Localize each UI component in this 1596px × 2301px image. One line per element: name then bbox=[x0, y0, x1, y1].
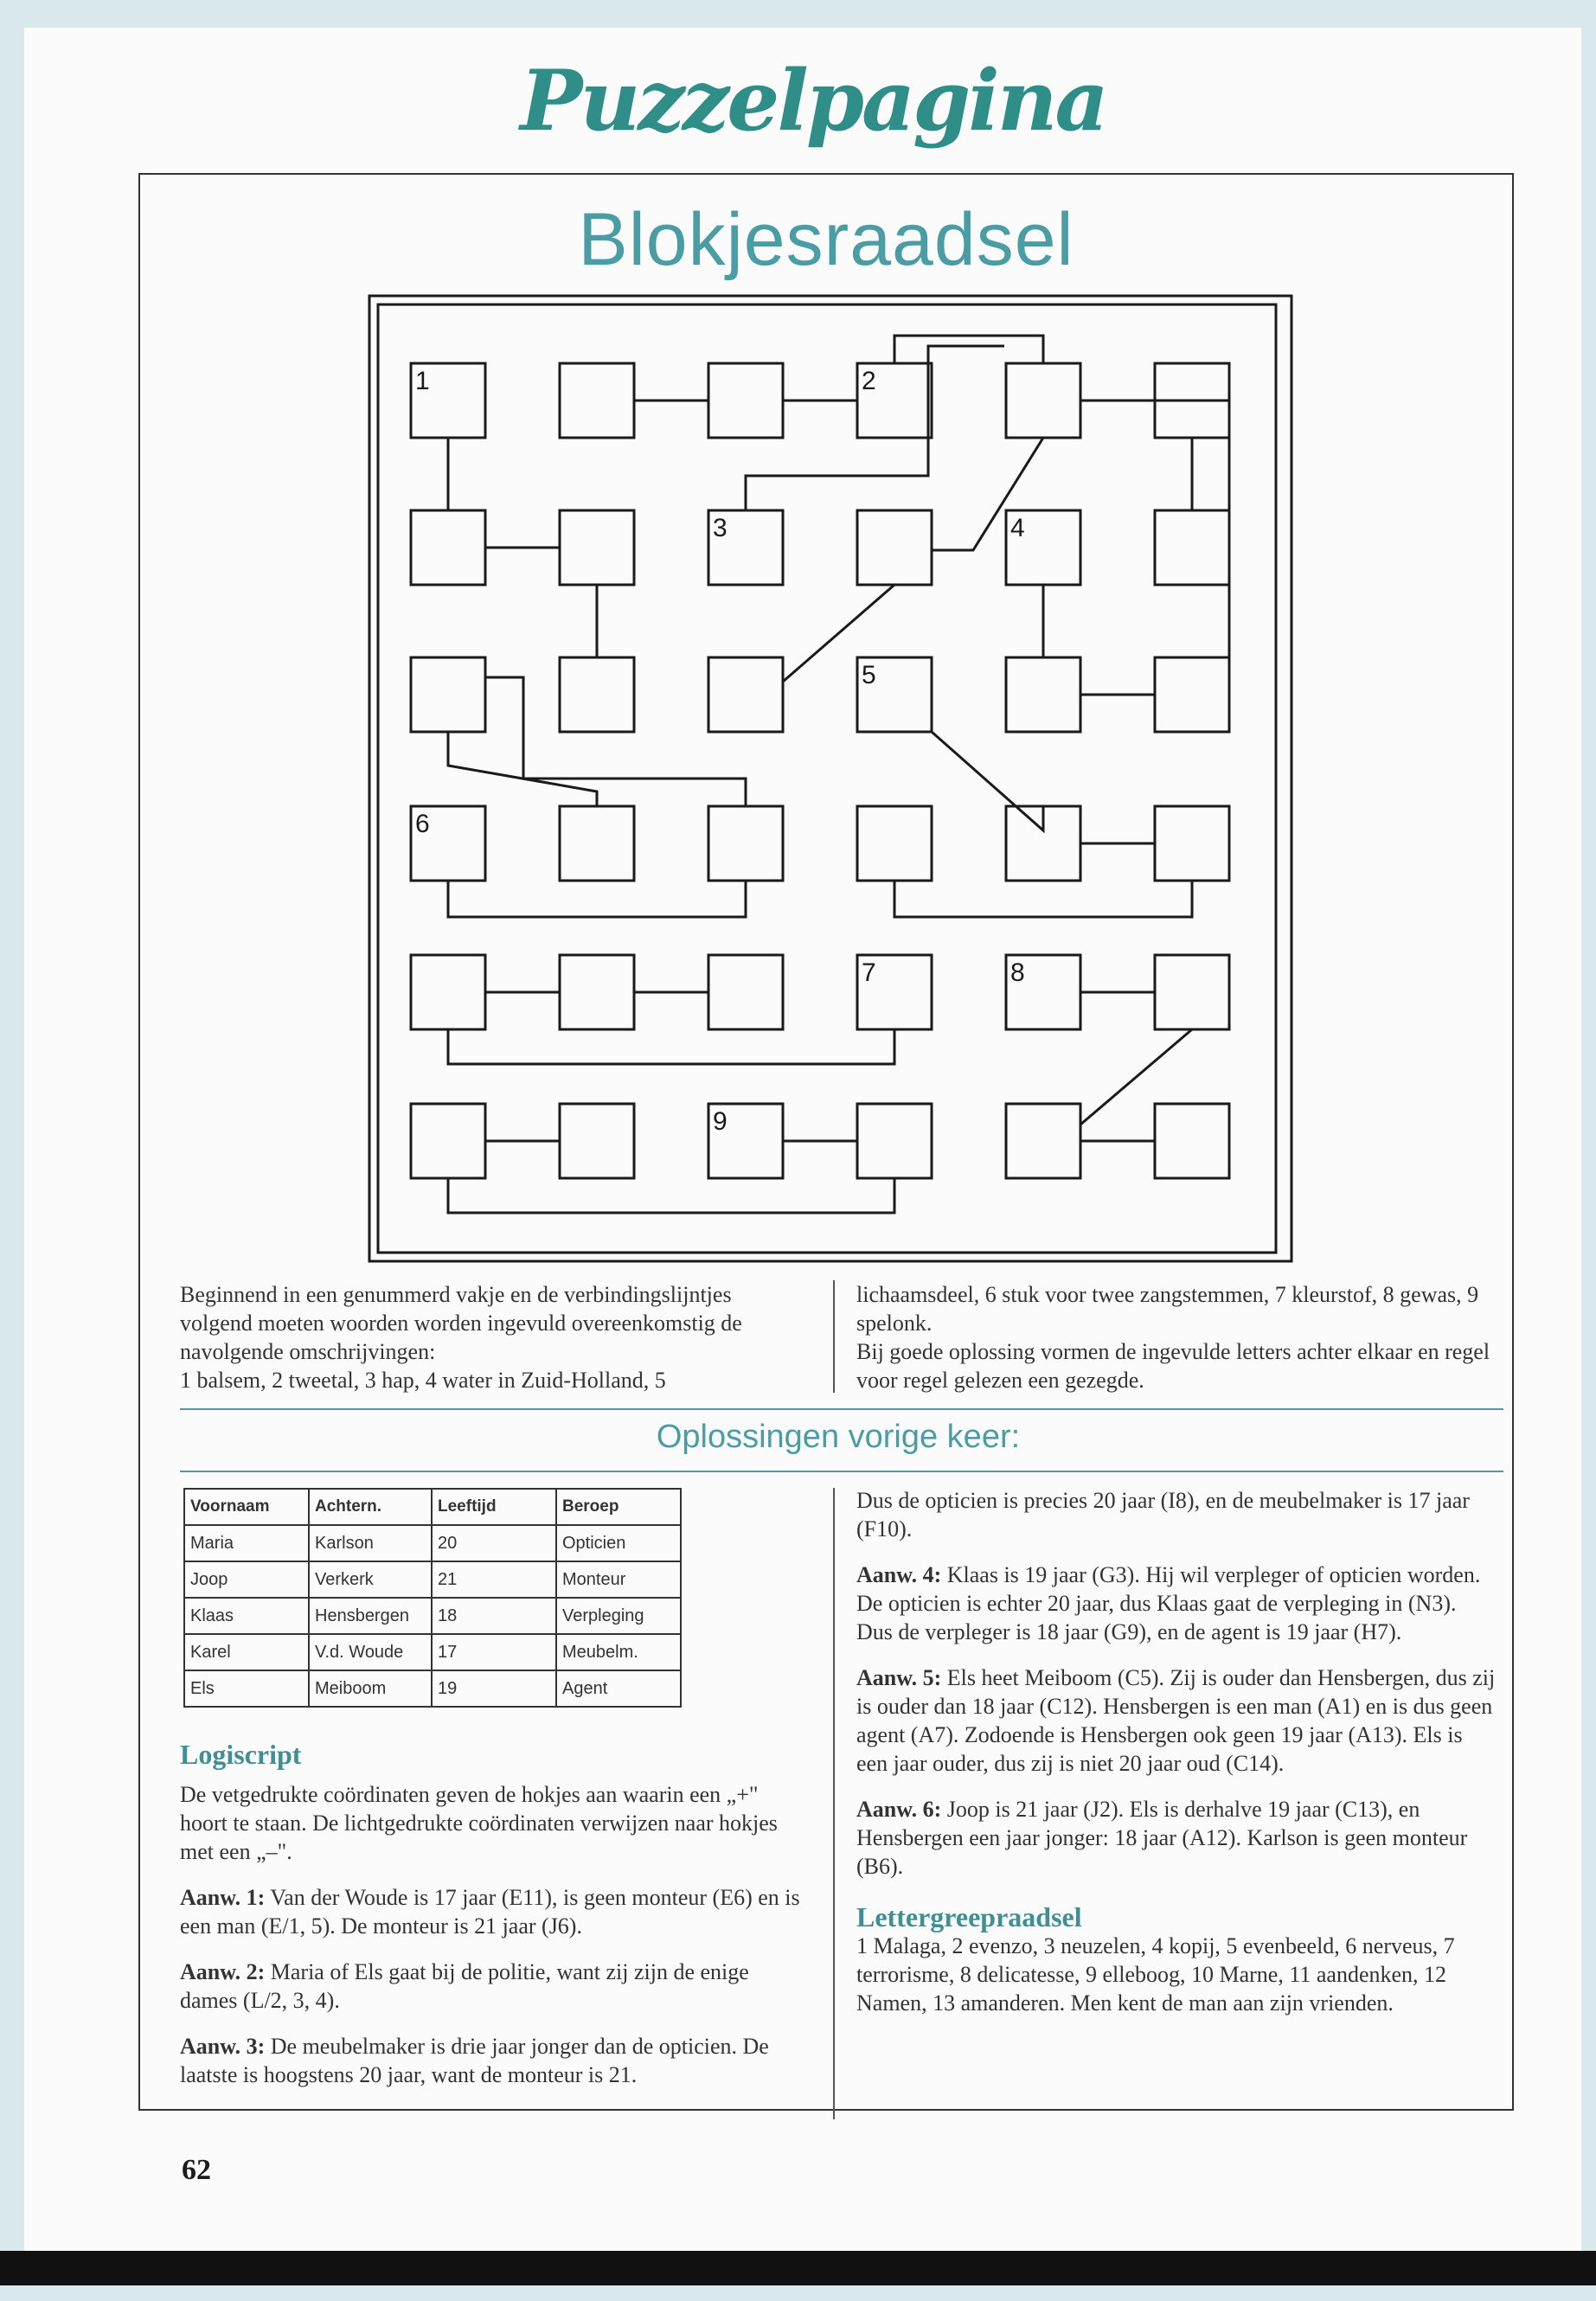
box bbox=[411, 657, 485, 732]
table-cell: Hensbergen bbox=[309, 1598, 432, 1634]
masthead: Puzzelpagina bbox=[484, 52, 1142, 150]
box bbox=[560, 1104, 634, 1178]
clues-end: lichaamsdeel, 6 stuk voor twee zangstemmen, 7 kleurstof, 8 gewas, 9 spelonk. bbox=[856, 1282, 1479, 1336]
hint-text: Van der Woude is 17 jaar (E11), is geen monteur (E6) en is een man (E/1, 5). De monteur is 21 jaar (J6). bbox=[180, 1885, 800, 1939]
box bbox=[411, 955, 485, 1029]
table-header-row bbox=[184, 1489, 681, 1525]
box bbox=[708, 955, 783, 1029]
logiscript-right bbox=[856, 1486, 1497, 2017]
table-row bbox=[184, 1670, 681, 1707]
table-row bbox=[184, 1634, 681, 1670]
column-header: Achtern. bbox=[309, 1489, 432, 1525]
box bbox=[1155, 806, 1229, 881]
box bbox=[560, 363, 634, 438]
connector bbox=[894, 881, 1192, 917]
hint-text: Klaas is 19 jaar (G3). Hij wil verpleger of opticien worden. De opticien is echter 20 jaar, dus Klaas gaat de verpleging in (N3). Dus de verpleger is 18 jaar (G9), en de agent is 19 jaar (H7). bbox=[856, 1562, 1481, 1644]
box bbox=[708, 806, 783, 881]
instructions: Beginnend in een genummerd vakje en de verbindingslijntjes volgend moeten woorden worden ingevuld overeenkomstig de navolgende omschrijvingen: bbox=[180, 1282, 742, 1364]
connector bbox=[894, 336, 1043, 363]
hint-4 bbox=[856, 1561, 1497, 1646]
box bbox=[411, 510, 485, 585]
table-cell: Joop bbox=[184, 1561, 309, 1598]
table-cell: Verkerk bbox=[309, 1561, 432, 1598]
lettergreep-text: 1 Malaga, 2 evenzo, 3 neuzelen, 4 kopij, 5 evenbeeld, 6 nerveus, 7 terrorisme, 8 delicatesse, 9 elleboog, 10 Marne, 11 aandenken, 12 Namen, 13 amanderen. Men kent de man aan zijn vrienden. bbox=[856, 1933, 1455, 2016]
box bbox=[1155, 510, 1229, 585]
column-divider bbox=[833, 1488, 835, 2119]
logiscript-intro: De vetgedrukte coördinaten geven de hokjes aan waarin een „+" hoort te staan. De lichtgedrukte coördinaten verwijzen naar hokjes met een „–". bbox=[180, 1782, 778, 1864]
box bbox=[1155, 657, 1229, 732]
puzzle-title: Blokjesraadsel bbox=[578, 198, 1074, 281]
column-header: Voornaam bbox=[184, 1489, 309, 1525]
box bbox=[857, 510, 932, 585]
box bbox=[411, 1104, 485, 1178]
table-cell: 17 bbox=[432, 1634, 556, 1670]
box-number: 2 bbox=[862, 367, 876, 395]
table-cell: 21 bbox=[432, 1561, 556, 1598]
logiscript-title: Logiscript bbox=[180, 1739, 302, 1770]
connector bbox=[448, 1178, 894, 1213]
box bbox=[1006, 363, 1080, 438]
hint-label: Aanw. 4: bbox=[856, 1562, 942, 1587]
table-cell: 19 bbox=[432, 1670, 556, 1707]
hint-label: Aanw. 2: bbox=[180, 1959, 266, 1984]
connector bbox=[1080, 1029, 1192, 1125]
table-cell: Monteur bbox=[556, 1561, 681, 1598]
puzzle-grid bbox=[368, 294, 1293, 1263]
hint-text: De meubelmaker is drie jaar jonger dan de opticien. De laatste is hoogstens 20 jaar, want de monteur is 21. bbox=[180, 2034, 769, 2087]
solution-table bbox=[183, 1488, 682, 1708]
connector bbox=[448, 1029, 894, 1064]
box-number: 1 bbox=[415, 367, 430, 395]
table-row bbox=[184, 1598, 681, 1634]
rule bbox=[180, 1408, 1503, 1410]
hint-3 bbox=[180, 2032, 803, 2089]
box bbox=[560, 510, 634, 585]
box bbox=[857, 1104, 932, 1178]
box-number: 7 bbox=[862, 958, 876, 987]
column-divider bbox=[833, 1280, 835, 1393]
table-cell: Meiboom bbox=[309, 1670, 432, 1707]
box bbox=[1155, 1104, 1229, 1178]
table-cell: Agent bbox=[556, 1670, 681, 1707]
page-number: 62 bbox=[182, 2154, 211, 2186]
table-cell: Els bbox=[184, 1670, 309, 1707]
box bbox=[1006, 657, 1080, 732]
hint-label: Aanw. 5: bbox=[856, 1665, 942, 1690]
column-header: Beroep bbox=[556, 1489, 681, 1525]
hint-label: Aanw. 1: bbox=[180, 1885, 266, 1910]
hint-1 bbox=[180, 1883, 803, 1940]
hint-3-continued: Dus de opticien is precies 20 jaar (I8), en de meubelmaker is 17 jaar (F10). bbox=[856, 1488, 1470, 1541]
intro-left bbox=[180, 1280, 794, 1394]
table-cell: Maria bbox=[184, 1525, 309, 1561]
rule bbox=[180, 1471, 1503, 1472]
puzzle-inner-border bbox=[378, 304, 1276, 1253]
table-cell: Karlson bbox=[309, 1525, 432, 1561]
puzzle-outer-border bbox=[369, 296, 1292, 1261]
column-header: Leeftijd bbox=[432, 1489, 556, 1525]
table-cell: Meubelm. bbox=[556, 1634, 681, 1670]
hint-label: Aanw. 6: bbox=[856, 1797, 942, 1822]
table-cell: 18 bbox=[432, 1598, 556, 1634]
solution-hint: Bij goede oplossing vormen de ingevulde letters achter elkaar en regel voor regel gelezen een gezegde. bbox=[856, 1339, 1490, 1393]
box-number: 6 bbox=[415, 810, 430, 838]
logiscript-left bbox=[180, 1780, 803, 2089]
box bbox=[857, 806, 932, 881]
lettergreep-title: Lettergreepraadsel bbox=[856, 1901, 1082, 1932]
box-number: 5 bbox=[862, 661, 876, 689]
table-cell: Klaas bbox=[184, 1598, 309, 1634]
box bbox=[1155, 955, 1229, 1029]
box bbox=[708, 657, 783, 732]
connector bbox=[932, 732, 1043, 830]
box bbox=[560, 806, 634, 881]
box bbox=[560, 657, 634, 732]
connector bbox=[932, 438, 1043, 550]
box-number: 3 bbox=[713, 514, 727, 542]
box bbox=[708, 363, 783, 438]
table-cell: Karel bbox=[184, 1634, 309, 1670]
hint-2 bbox=[180, 1958, 803, 2015]
table-cell: 20 bbox=[432, 1525, 556, 1561]
intro-right bbox=[856, 1280, 1497, 1394]
table-row bbox=[184, 1561, 681, 1598]
hint-label: Aanw. 3: bbox=[180, 2034, 266, 2059]
connector bbox=[783, 585, 894, 682]
scan-edge bbox=[0, 2251, 1596, 2285]
table-cell: V.d. Woude bbox=[309, 1634, 432, 1670]
box-number: 4 bbox=[1010, 514, 1025, 542]
table-cell: Opticien bbox=[556, 1525, 681, 1561]
hint-5 bbox=[856, 1663, 1497, 1778]
clues-start: 1 balsem, 2 tweetal, 3 hap, 4 water in Zuid-Holland, 5 bbox=[180, 1368, 666, 1393]
box bbox=[560, 955, 634, 1029]
box bbox=[1006, 1104, 1080, 1178]
connector bbox=[485, 677, 746, 806]
hint-6 bbox=[856, 1795, 1497, 1881]
solutions-title: Oplossingen vorige keer: bbox=[656, 1419, 1021, 1455]
table-cell: Verpleging bbox=[556, 1598, 681, 1634]
hint-text: Joop is 21 jaar (J2). Els is derhalve 19 jaar (C13), en Hensbergen een jaar jonger: 18 jaar (A12). Karlson is geen monteur (B6). bbox=[856, 1797, 1468, 1879]
connector bbox=[448, 881, 746, 917]
hint-text: Els heet Meiboom (C5). Zij is ouder dan Hensbergen, dus zij is ouder dan 18 jaar (C12). Hensbergen is een man (A1) en is dus geen agent (A7). Zodoende is Hensbergen ook geen 19 jaar (A13). Els is een jaar ouder, dus zij is niet 20 jaar oud (C14). bbox=[856, 1665, 1496, 1776]
box-number: 8 bbox=[1010, 958, 1025, 987]
box-number: 9 bbox=[713, 1107, 727, 1136]
hint-text: Maria of Els gaat bij de politie, want zij zijn de enige dames (L/2, 3, 4). bbox=[180, 1959, 749, 2013]
table-row bbox=[184, 1525, 681, 1561]
